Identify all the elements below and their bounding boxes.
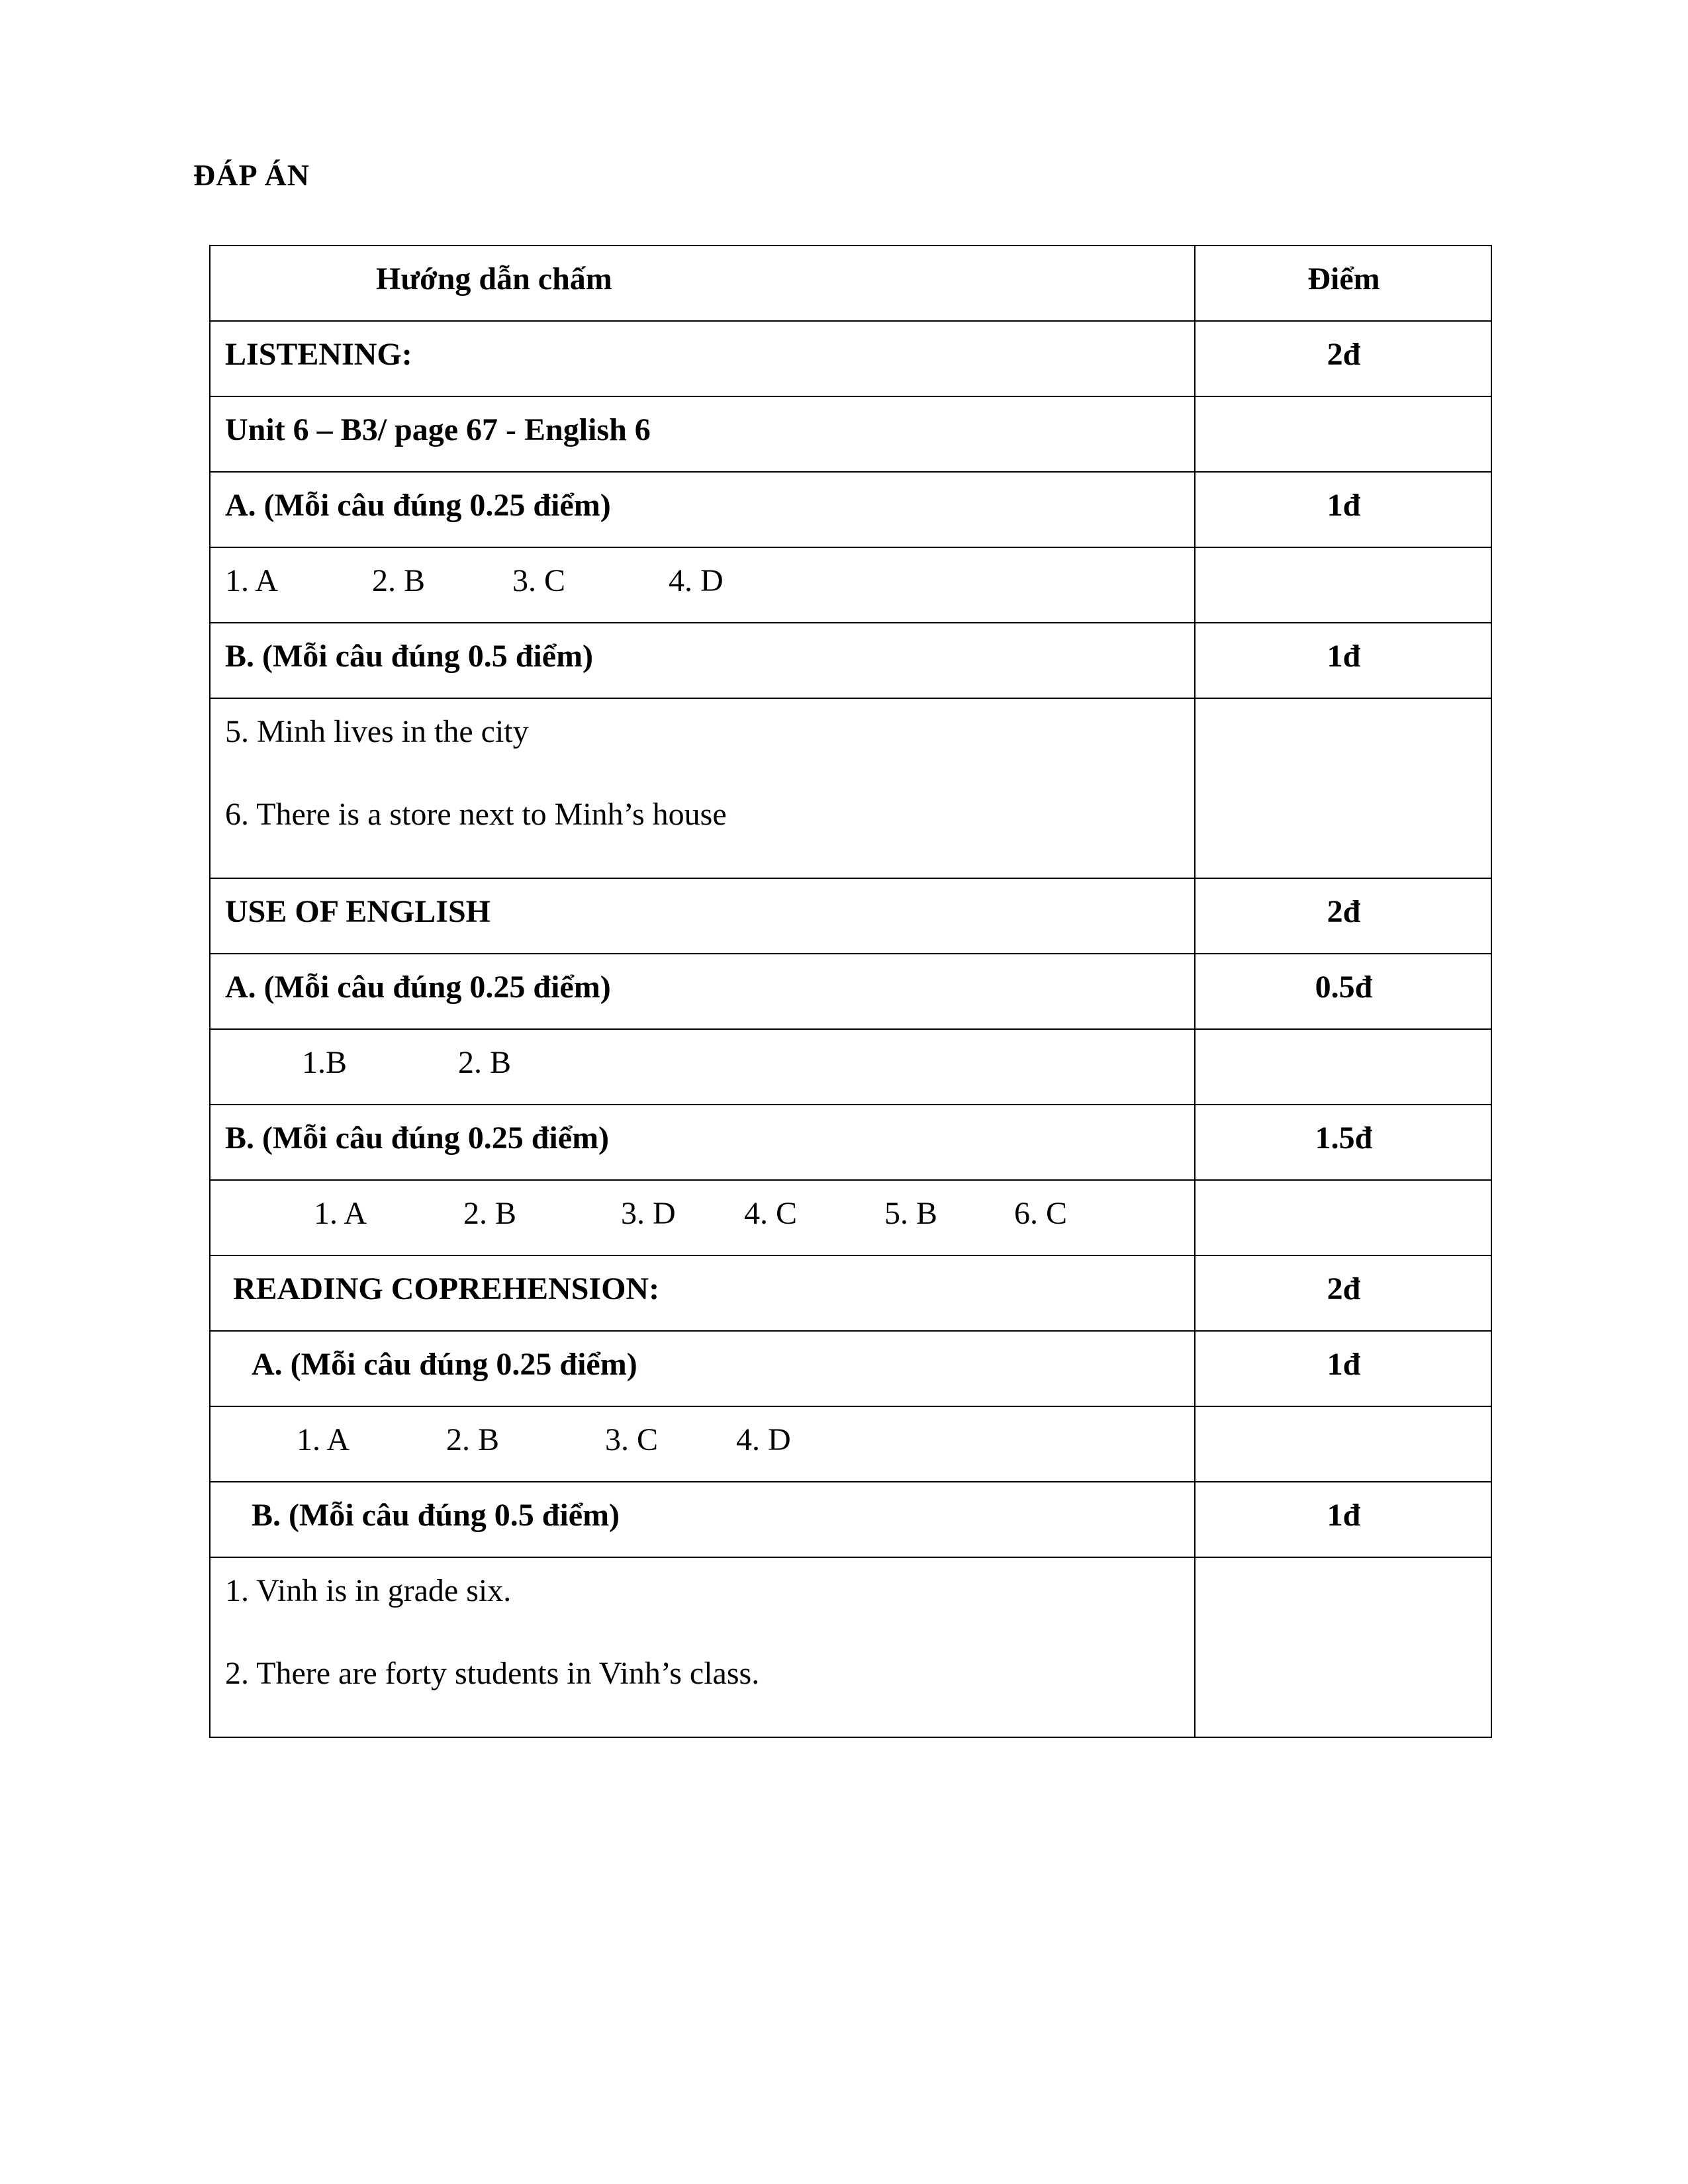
empty-cell	[1195, 1029, 1491, 1105]
answer: 1. A	[297, 1422, 350, 1457]
table-row	[210, 1482, 1491, 1557]
header-points: Điểm	[1195, 246, 1491, 321]
answer: 4. C	[744, 1196, 798, 1231]
answer: 3. C	[512, 563, 566, 598]
reading-partB-points: 1đ	[1195, 1482, 1491, 1557]
answer-sentence: 1. Vinh is in grade six.	[225, 1573, 512, 1608]
answer: 2. B	[372, 563, 426, 598]
listening-partA-label: A. (Mỗi câu đúng 0.25 điểm)	[210, 472, 1195, 547]
table-row	[210, 1331, 1491, 1406]
answer: 4. D	[669, 563, 724, 598]
table-row	[210, 698, 1491, 878]
section-listening-points: 2đ	[1195, 321, 1491, 396]
header-guide: Hướng dẫn chấm	[210, 246, 1195, 321]
section-use-of-english-label: USE OF ENGLISH	[210, 878, 1195, 954]
use-of-english-partB-label: B. (Mỗi câu đúng 0.25 điểm)	[210, 1105, 1195, 1180]
section-use-of-english-points: 2đ	[1195, 878, 1491, 954]
listening-partB-label: B. (Mỗi câu đúng 0.5 điểm)	[210, 623, 1195, 698]
listening-partA-answers	[210, 547, 1195, 623]
answer-sentence: 6. There is a store next to Minh’s house	[225, 797, 727, 833]
empty-cell	[1195, 1557, 1491, 1737]
answer: 2. B	[463, 1196, 517, 1231]
table-row	[210, 1029, 1491, 1105]
reading-partB-sentences	[210, 1557, 1195, 1737]
answer: 3. D	[621, 1196, 676, 1231]
answer: 1. A	[225, 563, 279, 598]
section-reading-label: READING COPREHENSION:	[210, 1255, 1195, 1331]
table-row	[210, 1255, 1491, 1331]
table-row	[210, 623, 1491, 698]
table-row	[210, 1557, 1491, 1737]
reading-partB-label: B. (Mỗi câu đúng 0.5 điểm)	[210, 1482, 1195, 1557]
answer: 2. B	[446, 1422, 500, 1457]
answer: 4. D	[736, 1422, 791, 1457]
reading-partA-points: 1đ	[1195, 1331, 1491, 1406]
answer: 1.B	[302, 1045, 348, 1080]
answer: 5. B	[884, 1196, 938, 1231]
table-header-row	[210, 246, 1491, 321]
listening-partB-sentences	[210, 698, 1195, 878]
answer: 1. A	[314, 1196, 367, 1231]
table-row	[210, 1105, 1491, 1180]
answer: 6. C	[1014, 1196, 1068, 1231]
empty-cell	[1195, 698, 1491, 878]
page-title: ĐÁP ÁN	[193, 158, 310, 192]
reading-partA-answers	[210, 1406, 1195, 1482]
use-of-english-partB-answers	[210, 1180, 1195, 1255]
answer-sentence: 5. Minh lives in the city	[225, 714, 529, 749]
empty-cell	[1195, 396, 1491, 472]
use-of-english-partA-label: A. (Mỗi câu đúng 0.25 điểm)	[210, 954, 1195, 1029]
answer: 2. B	[458, 1045, 512, 1080]
table-row	[210, 954, 1491, 1029]
answer-sentence: 2. There are forty students in Vinh’s class.	[225, 1656, 760, 1692]
reading-partA-label: A. (Mỗi câu đúng 0.25 điểm)	[210, 1331, 1195, 1406]
table-row	[210, 878, 1491, 954]
table-row	[210, 547, 1491, 623]
table-row	[210, 1180, 1491, 1255]
section-listening-label: LISTENING:	[210, 321, 1195, 396]
use-of-english-partB-points: 1.5đ	[1195, 1105, 1491, 1180]
listening-partB-points: 1đ	[1195, 623, 1491, 698]
table-row	[210, 321, 1491, 396]
empty-cell	[1195, 547, 1491, 623]
section-reading-points: 2đ	[1195, 1255, 1491, 1331]
table-row	[210, 1406, 1491, 1482]
empty-cell	[1195, 1406, 1491, 1482]
empty-cell	[1195, 1180, 1491, 1255]
listening-partA-points: 1đ	[1195, 472, 1491, 547]
use-of-english-partA-answers	[210, 1029, 1195, 1105]
answer-key-table	[209, 245, 1492, 1738]
listening-source: Unit 6 – B3/ page 67 - English 6	[210, 396, 1195, 472]
use-of-english-partA-points: 0.5đ	[1195, 954, 1491, 1029]
table-row	[210, 472, 1491, 547]
answer: 3. C	[605, 1422, 659, 1457]
table-row	[210, 396, 1491, 472]
